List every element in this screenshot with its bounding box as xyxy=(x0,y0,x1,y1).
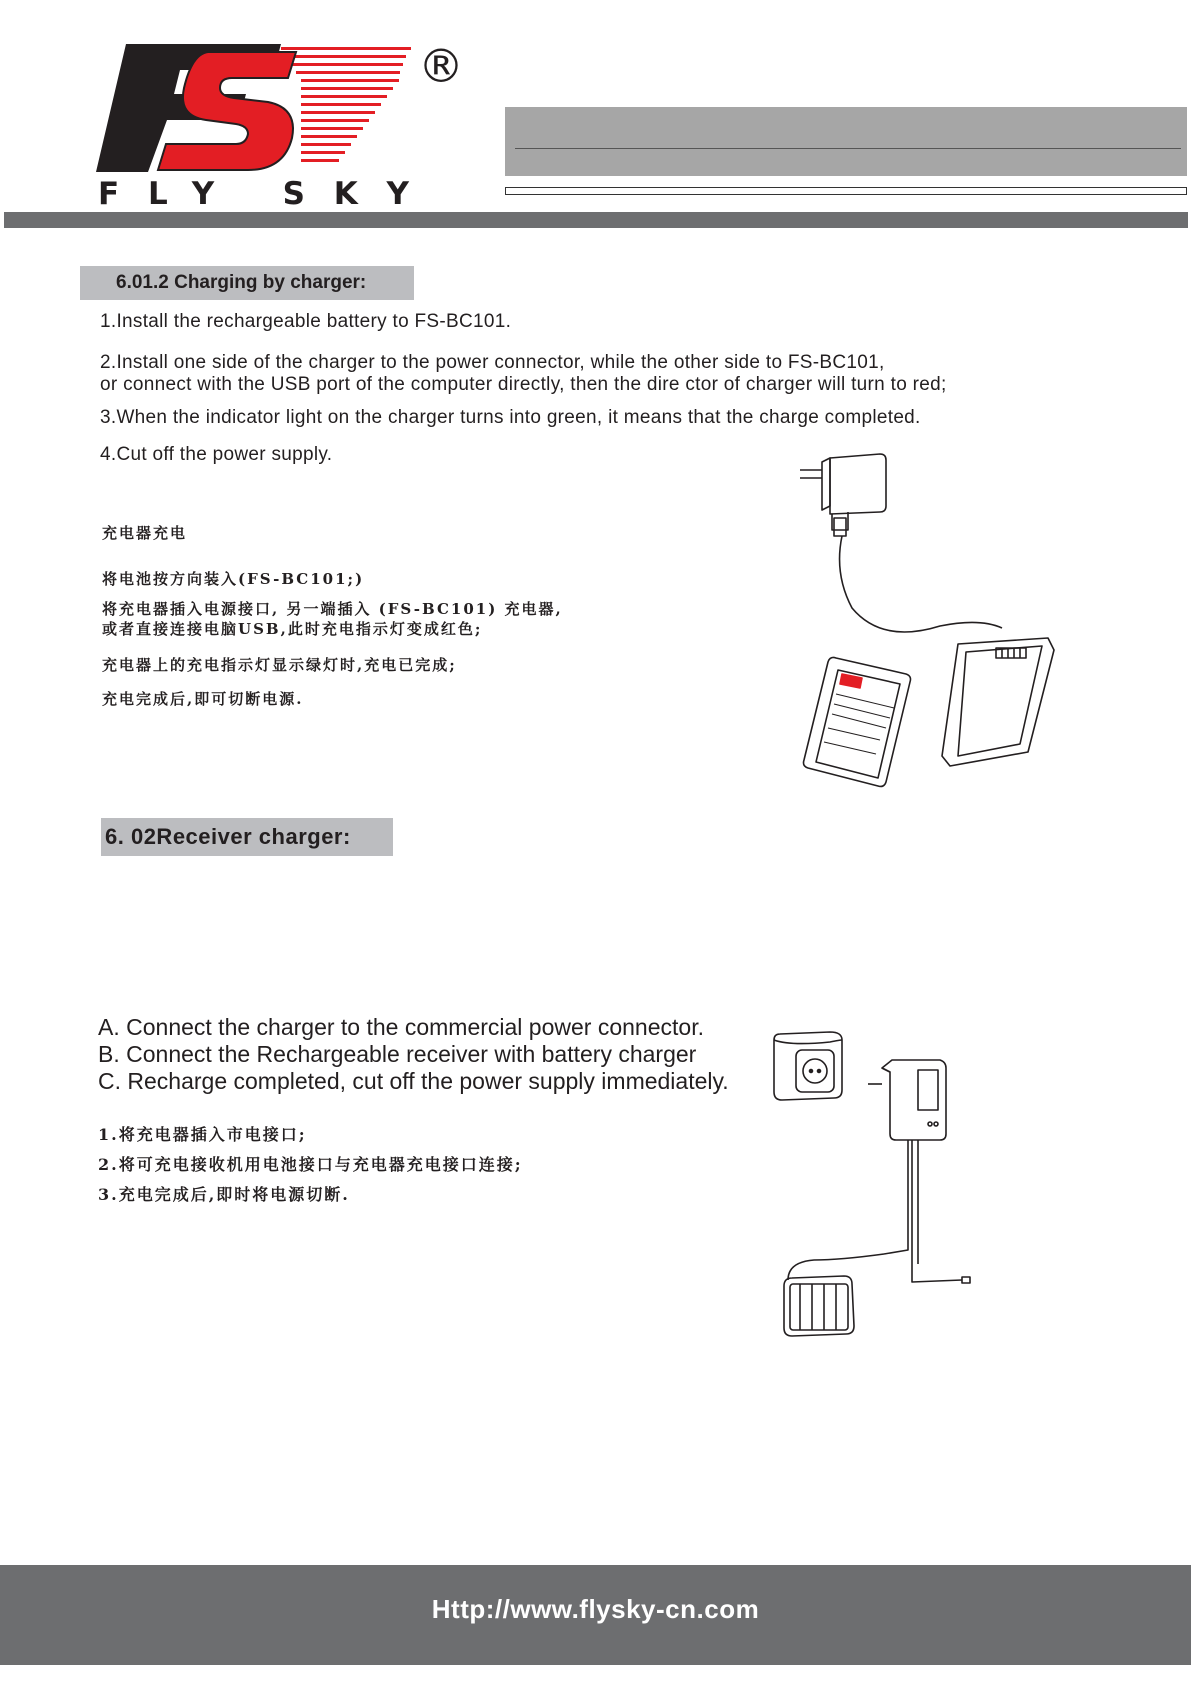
header-band xyxy=(4,212,1188,228)
header-title-box xyxy=(505,107,1187,176)
charger-cable-drawing xyxy=(840,536,1002,632)
logo-speed-lines xyxy=(281,47,411,162)
step-zh-4: 充电完成后,即可切断电源. xyxy=(102,690,304,708)
step-en-3: 3.When the indicator light on the charger turns into green, it means that the charge completed. xyxy=(100,407,921,428)
step-zh-1: 将电池按方向装入(FS-BC101;) xyxy=(102,570,365,588)
receiver-battery-drawing xyxy=(784,1276,854,1336)
battery-pack-drawing xyxy=(804,658,911,787)
logo-wordmark: FLY SKY xyxy=(98,176,416,212)
step-zh-b: 2.将可充电接收机用电池接口与充电器充电接口连接; xyxy=(98,1155,523,1174)
registered-mark: ® xyxy=(418,42,464,93)
step-en-c: C. Recharge completed, cut off the power supply immediately. xyxy=(98,1068,729,1094)
section-title-receiver-charger: 6. 02Receiver charger: xyxy=(101,818,393,856)
flysky-logo xyxy=(96,42,476,212)
step-en-1: 1.Install the rechargeable battery to FS-BC101. xyxy=(100,311,512,332)
header-outline-bar xyxy=(505,187,1187,195)
wall-socket-drawing xyxy=(774,1032,842,1100)
step-en-2-cont: or connect with the USB port of the computer directly, then the dire ctor of charger will turn to red; xyxy=(100,374,947,395)
step-en-a: A. Connect the charger to the commercial power connector. xyxy=(98,1014,704,1040)
step-en-4: 4.Cut off the power supply. xyxy=(100,444,333,465)
receiver-adapter-drawing xyxy=(868,1060,946,1140)
charger-battery-illustration xyxy=(790,448,1060,796)
step-zh-c: 3.充电完成后,即时将电源切断. xyxy=(98,1185,350,1204)
step-zh-a: 1.将充电器插入市电接口; xyxy=(98,1125,307,1144)
charger-dock-drawing xyxy=(942,638,1054,766)
header-divider xyxy=(515,148,1181,149)
step-en-b: B. Connect the Rechargeable receiver with battery charger xyxy=(98,1041,697,1067)
wall-adapter-drawing xyxy=(800,454,886,536)
receiver-charger-illustration xyxy=(770,1028,990,1388)
step-zh-2: 将充电器插入电源接口, 另一端插入 (FS-BC101) 充电器, xyxy=(102,600,563,618)
footer-website-link[interactable]: Http://www.flysky-cn.com xyxy=(431,1594,760,1624)
step-zh-3: 充电器上的充电指示灯显示绿灯时,充电已完成; xyxy=(102,656,457,674)
step-zh-2-cont: 或者直接连接电脑USB,此时充电指示灯变成红色; xyxy=(102,620,483,638)
receiver-charger-wires-drawing xyxy=(788,1140,970,1283)
section-title-charging-by-charger: 6.01.2 Charging by charger: xyxy=(80,266,414,300)
heading-zh: 充电器充电 xyxy=(102,524,188,542)
step-en-2: 2.Install one side of the charger to the power connector, while the other side to FS-BC101, xyxy=(100,352,885,373)
